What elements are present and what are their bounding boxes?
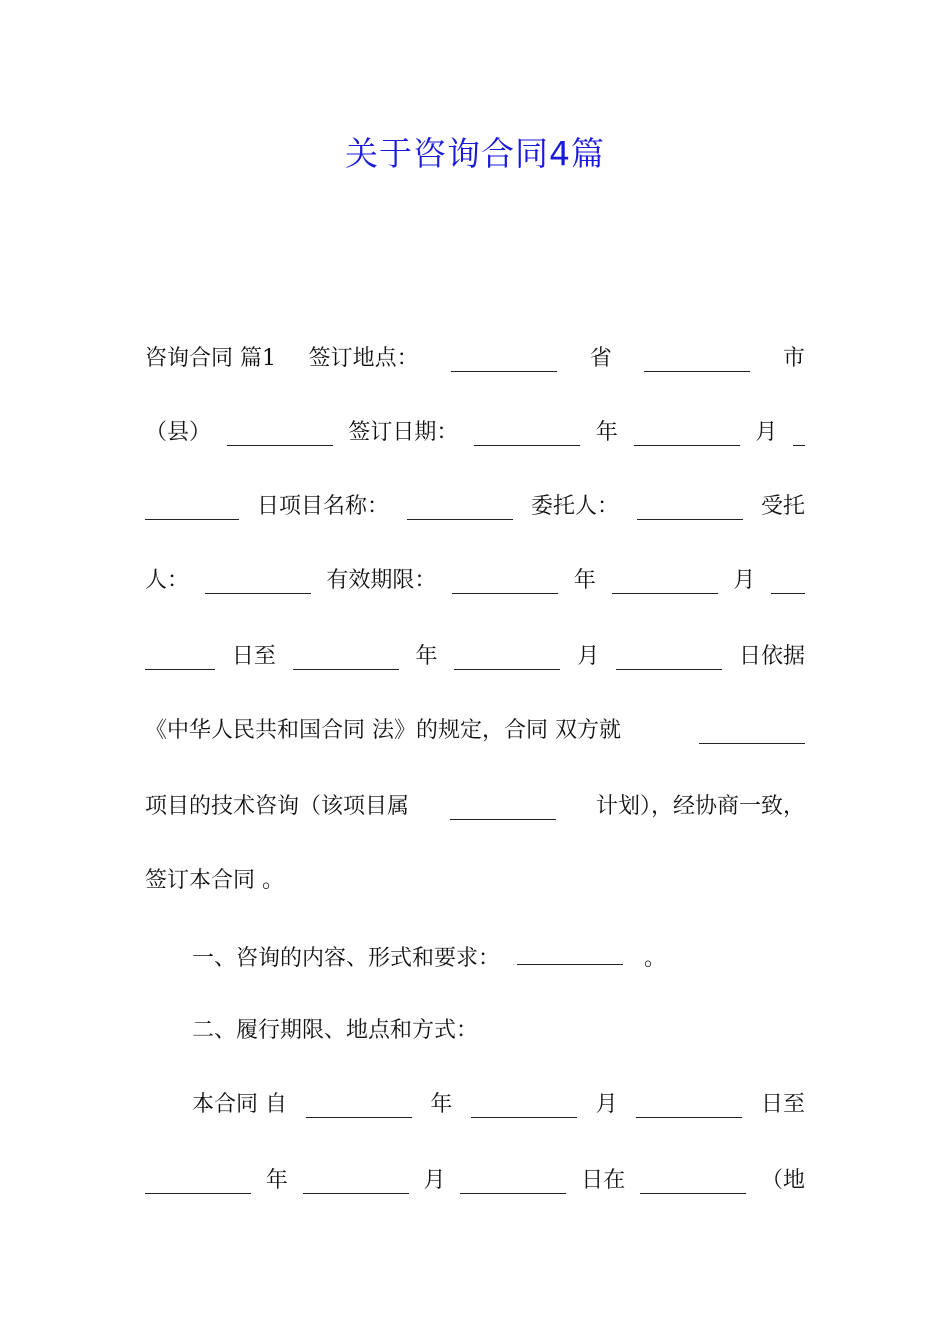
text-segment: 签订地点： — [308, 346, 419, 371]
text-line — [192, 1014, 752, 1048]
text-segment: 有效期限： — [326, 568, 437, 593]
text-segment: 日项目名称： — [256, 494, 389, 519]
text-segment: 一、咨询的内容、形式和要求： — [192, 946, 501, 971]
fill-blank — [612, 569, 718, 594]
fill-blank — [793, 421, 805, 446]
fill-blank — [145, 645, 215, 670]
text-segment: 月 — [577, 644, 600, 669]
fill-blank — [227, 421, 333, 446]
text-segment: 签订日期： — [348, 420, 459, 445]
fill-blank — [454, 645, 560, 670]
text-line — [145, 640, 805, 674]
fill-blank — [640, 1169, 746, 1194]
fill-blank — [145, 1169, 251, 1194]
text-segment: 年 — [573, 568, 596, 593]
text-segment: 人： — [145, 568, 190, 593]
text-line — [192, 1088, 805, 1122]
text-segment: 日在 — [581, 1168, 626, 1193]
text-segment: 本合同 自 — [192, 1092, 287, 1117]
fill-blank — [616, 645, 722, 670]
fill-blank — [205, 569, 311, 594]
document-title: 关于咨询合同4篇 — [345, 134, 605, 173]
text-line — [145, 714, 805, 748]
fill-blank — [471, 1093, 577, 1118]
fill-blank — [637, 495, 743, 520]
text-line — [145, 342, 805, 376]
text-segment: 省 — [589, 346, 612, 371]
text-line — [145, 490, 805, 524]
text-segment: 年 — [595, 420, 618, 445]
text-segment: 月 — [595, 1092, 618, 1117]
text-segment: 签订本合同 。 — [145, 868, 284, 893]
fill-blank — [636, 1093, 742, 1118]
text-segment: 二、履行期限、地点和方式： — [192, 1018, 479, 1043]
text-segment: 日至 — [231, 644, 276, 669]
text-segment: 日至 — [760, 1092, 805, 1117]
fill-blank — [634, 421, 740, 446]
fill-blank — [699, 719, 805, 744]
text-segment: 《中华人民共和国合同 法》的规定，合同 双方就 — [145, 718, 621, 743]
text-segment: 月 — [733, 568, 756, 593]
fill-blank — [303, 1169, 409, 1194]
fill-blank — [517, 940, 623, 965]
fill-blank — [145, 495, 239, 520]
text-segment: 日依据 — [738, 644, 805, 669]
text-segment: 年 — [415, 644, 438, 669]
text-line — [145, 1164, 805, 1198]
text-segment: 委托人： — [530, 494, 619, 519]
text-segment: 月 — [423, 1168, 446, 1193]
fill-blank — [460, 1169, 566, 1194]
fill-blank — [451, 347, 557, 372]
fill-blank — [474, 421, 580, 446]
text-segment: 受托 — [760, 494, 805, 519]
fill-blank — [306, 1093, 412, 1118]
fill-blank — [407, 495, 513, 520]
text-line — [145, 564, 805, 598]
text-segment: 。 — [644, 946, 667, 971]
text-line — [145, 416, 805, 450]
text-line — [192, 940, 752, 974]
text-segment: 市 — [782, 346, 805, 371]
text-segment: （县） — [145, 420, 212, 445]
text-segment: （地 — [760, 1168, 805, 1193]
text-line — [145, 790, 805, 824]
text-segment: 年 — [430, 1092, 453, 1117]
fill-blank — [450, 795, 556, 820]
text-segment: 月 — [755, 420, 778, 445]
fill-blank — [452, 569, 558, 594]
text-line — [145, 864, 805, 898]
text-segment: 年 — [265, 1168, 288, 1193]
text-segment: 计划），经协商一致， — [595, 794, 805, 819]
fill-blank — [293, 645, 399, 670]
fill-blank — [644, 347, 750, 372]
text-segment: 项目的技术咨询（该项目属 — [145, 794, 410, 819]
fill-blank — [771, 569, 805, 594]
text-segment: 咨询合同 篇1 — [145, 346, 276, 371]
